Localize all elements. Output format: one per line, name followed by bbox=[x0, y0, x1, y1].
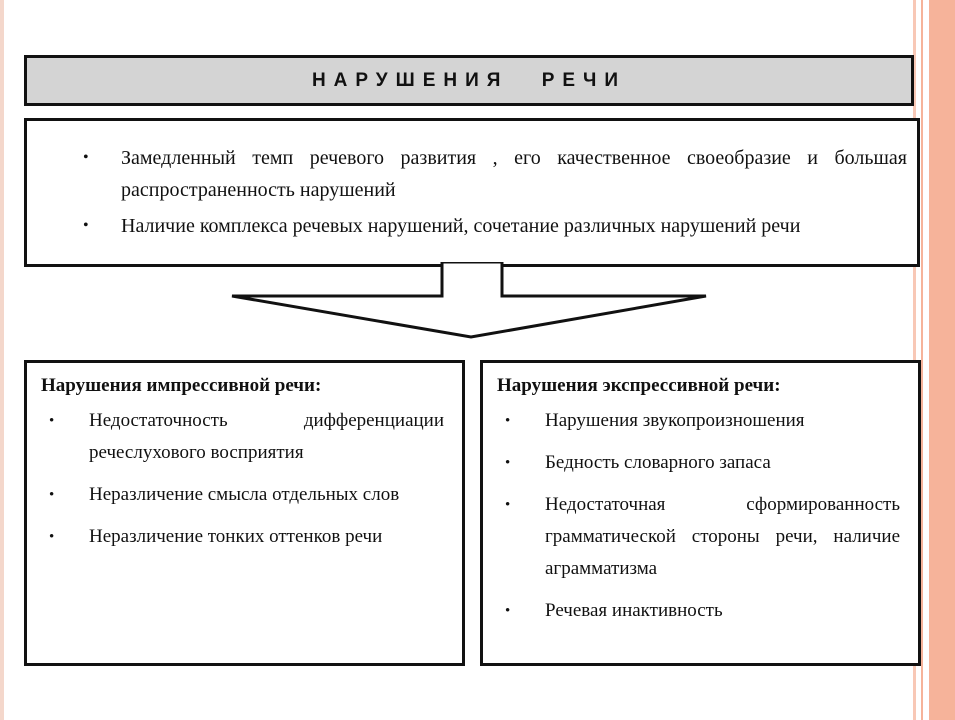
list-item-text: Речевая инактивность bbox=[545, 600, 723, 621]
list-item-text: Нарушения звукопроизношения bbox=[545, 410, 805, 431]
list-item bbox=[79, 210, 907, 242]
title-box bbox=[24, 55, 914, 106]
impressive-list bbox=[27, 405, 462, 553]
bullet-icon: • bbox=[505, 497, 511, 513]
list-item bbox=[27, 405, 462, 469]
expressive-heading: Нарушения экспрессивной речи: bbox=[497, 375, 781, 396]
list-item bbox=[27, 479, 462, 511]
list-item-text: Наличие комплекса речевых нарушений, сочетание различных нарушений речи bbox=[121, 215, 801, 237]
list-item-text: Недостаточность дифференциации речеслухового восприятия bbox=[89, 410, 444, 463]
bullet-icon: • bbox=[49, 487, 55, 503]
list-item-text: Неразличение тонких оттенков речи bbox=[89, 526, 383, 547]
list-item bbox=[483, 489, 918, 585]
list-item-text: Бедность словарного запаса bbox=[545, 452, 771, 473]
general-characteristics-list bbox=[79, 142, 907, 246]
bullet-icon: • bbox=[505, 413, 511, 429]
list-item bbox=[483, 405, 918, 437]
expressive-speech-box bbox=[480, 360, 921, 666]
bullet-icon: • bbox=[505, 455, 511, 471]
list-item-text: Замедленный темп речевого развития , его качественное своеобразие и большая распространенность нарушений bbox=[121, 147, 907, 201]
diagram-title: НАРУШЕНИЯ РЕЧИ bbox=[311, 69, 627, 91]
impressive-heading: Нарушения импрессивной речи: bbox=[41, 375, 322, 396]
list-item bbox=[79, 142, 907, 206]
bullet-icon: • bbox=[83, 149, 89, 166]
right-stripe-gap bbox=[923, 0, 929, 720]
bullet-icon: • bbox=[49, 413, 55, 429]
left-decor-stripe bbox=[0, 0, 4, 720]
list-item bbox=[483, 595, 918, 627]
bullet-icon: • bbox=[49, 529, 55, 545]
bullet-icon: • bbox=[83, 217, 89, 234]
list-item bbox=[27, 521, 462, 553]
list-item bbox=[483, 447, 918, 479]
expressive-list bbox=[483, 405, 918, 627]
down-arrow-icon bbox=[230, 262, 710, 342]
general-characteristics-box bbox=[24, 118, 920, 267]
bullet-icon: • bbox=[505, 603, 511, 619]
impressive-speech-box bbox=[24, 360, 465, 666]
list-item-text: Неразличение смысла отдельных слов bbox=[89, 484, 400, 505]
list-item-text: Недостаточная сформированность грамматической стороны речи, наличие аграмматизма bbox=[545, 494, 900, 579]
